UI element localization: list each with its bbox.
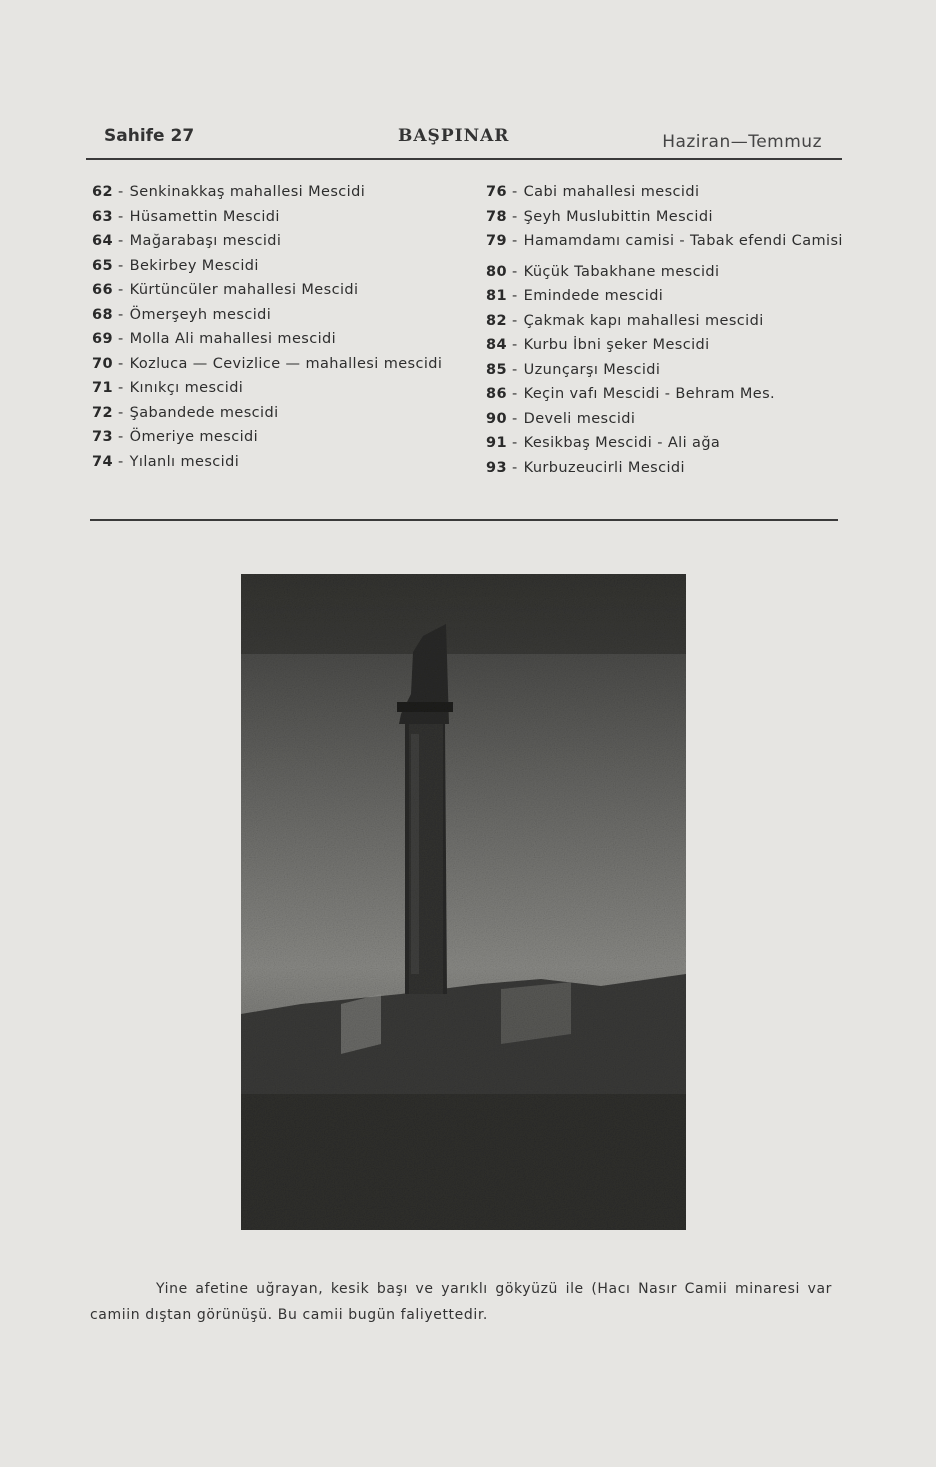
list-item: 80 - Küçük Tabakhane mescidi	[486, 263, 720, 280]
list-item: 91 - Kesikbaş Mescidi - Ali ağa	[486, 435, 721, 451]
list-item: 81 - Emindede mescidi	[486, 288, 664, 304]
list-item: 85 - Uzunçarşı Mescidi	[486, 361, 661, 378]
list-item: 84 - Kurbu İbni şeker Mescidi	[486, 337, 710, 353]
page-number-label: Sahife 27	[104, 126, 195, 146]
header-rule	[86, 158, 842, 160]
list-item: 74 - Yılanlı mescidi	[92, 453, 240, 470]
mosque-list-left	[92, 180, 452, 474]
list-item: 90 - Develi mescidi	[486, 410, 636, 427]
section-rule	[90, 519, 838, 521]
list-item: 78 - Şeyh Muslubittin Mescidi	[486, 208, 713, 225]
issue-date: Haziran—Temmuz	[662, 132, 822, 152]
list-item: 66 - Kürtüncüler mahallesi Mescidi	[92, 282, 359, 298]
list-item: 70 - Kozluca — Cevizlice — mahallesi mescidi	[92, 355, 443, 372]
mosque-list-right	[486, 180, 846, 480]
list-item: 73 - Ömeriye mescidi	[92, 429, 259, 445]
list-item: 93 - Kurbuzeucirli Mescidi	[486, 459, 685, 476]
list-item: 62 - Senkinakkaş mahallesi Mescidi	[92, 184, 366, 200]
list-item: 86 - Keçin vafı Mescidi - Behram Mes.	[486, 386, 776, 402]
list-item: 64 - Mağarabaşı mescidi	[92, 233, 282, 249]
page-header	[104, 126, 842, 156]
list-item: 72 - Şabandede mescidi	[92, 404, 279, 421]
list-item: 71 - Kınıkçı mescidi	[92, 380, 244, 396]
list-item: 68 - Ömerşeyh mescidi	[92, 306, 272, 323]
list-item: 69 - Molla Ali mahallesi mescidi	[92, 331, 337, 347]
list-item: 63 - Hüsamettin Mescidi	[92, 208, 280, 225]
photo-caption: Yine afetine uğrayan, kesik başı ve yarıklı gökyüzü ile (Hacı Nasır Camii minaresi var camiin dıştan görünüşü. Bu camii bugün faliyettedir.	[90, 1281, 832, 1323]
list-item: 65 - Bekirbey Mescidi	[92, 257, 259, 274]
list-item: 82 - Çakmak kapı mahallesi mescidi	[486, 312, 764, 329]
list-item: 76 - Cabi mahallesi mescidi	[486, 184, 700, 200]
minaret-photograph	[241, 574, 686, 1230]
list-item: 79 - Hamamdamı camisi - Tabak efendi Camisi	[486, 233, 843, 249]
journal-title: BAŞPINAR	[398, 126, 510, 146]
